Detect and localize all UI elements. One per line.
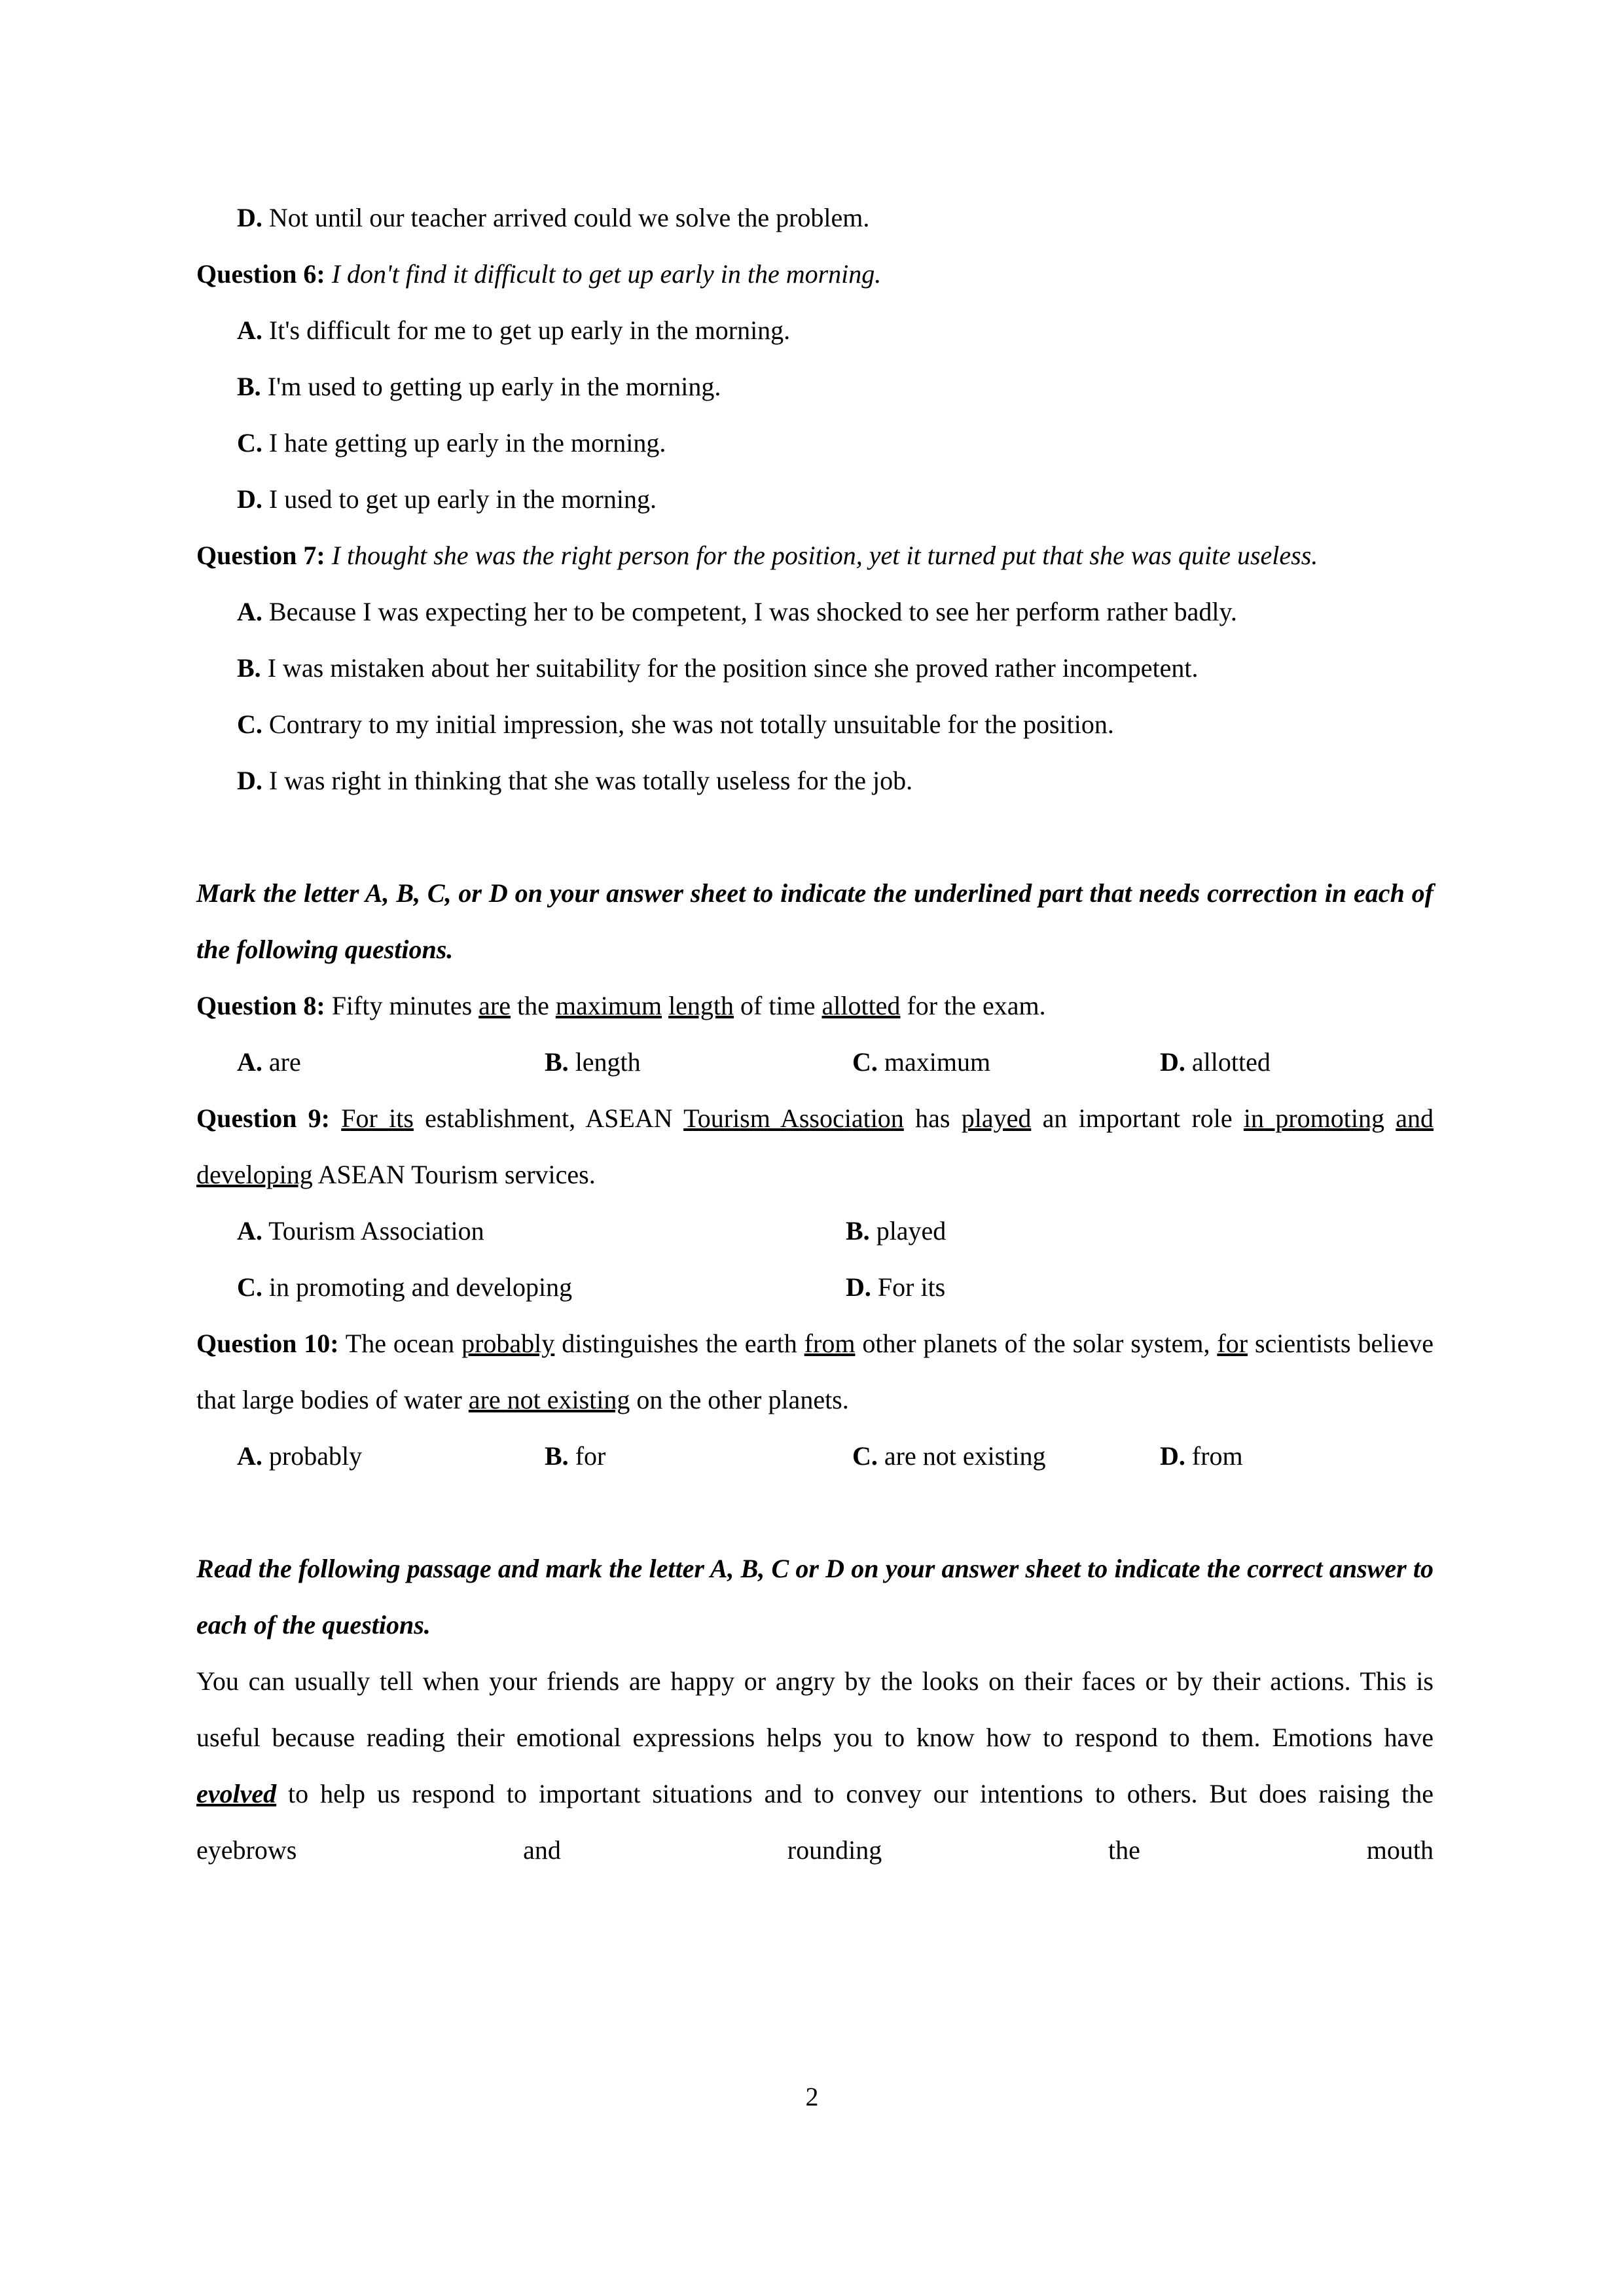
option-letter: D.	[846, 1272, 871, 1302]
question-label: Question 6:	[196, 259, 325, 289]
question-8-options	[196, 1034, 1434, 1090]
option-text: for	[568, 1441, 606, 1471]
option-text: For its	[871, 1272, 946, 1302]
option-a	[237, 1203, 846, 1259]
underlined-span: are	[478, 991, 511, 1020]
plain-span: to help us respond to important situations and to convey our intentions to others. But does raising the eyebrows and rounding the mouth	[196, 1779, 1434, 1865]
option-text: probably	[262, 1441, 363, 1471]
option-line	[196, 696, 1434, 753]
section-spacer	[196, 809, 1434, 865]
option-letter: B.	[545, 1441, 569, 1471]
option-letter: B.	[237, 372, 261, 401]
section-spacer	[196, 1484, 1434, 1541]
option-letter: D.	[237, 203, 262, 232]
option-d	[1160, 1428, 1243, 1484]
option-a	[237, 1034, 545, 1090]
plain-span: establishment, ASEAN	[413, 1103, 684, 1133]
option-letter: A.	[237, 1441, 262, 1471]
option-text: length	[568, 1047, 641, 1077]
question-9-parts	[196, 1103, 1434, 1189]
option-line	[196, 753, 1434, 809]
underlined-span: length	[668, 991, 734, 1020]
plain-span: Fifty minutes	[325, 991, 479, 1020]
option-b	[545, 1428, 852, 1484]
option-text: I used to get up early in the morning.	[262, 484, 657, 514]
option-text: maximum	[877, 1047, 991, 1077]
question-7-stem	[196, 528, 1434, 584]
underlined-span: and developing	[196, 1103, 1434, 1189]
question-8-parts	[325, 991, 1046, 1020]
option-c	[852, 1428, 1160, 1484]
underlined-span: played	[961, 1103, 1032, 1133]
underlined-span: allotted	[821, 991, 901, 1020]
underlined-span: probably	[461, 1329, 555, 1358]
option-letter: C.	[852, 1441, 878, 1471]
option-d	[846, 1259, 945, 1316]
option-letter: D.	[1160, 1047, 1185, 1077]
underlined-span: from	[804, 1329, 856, 1358]
option-line	[196, 584, 1434, 640]
passage-parts	[196, 1666, 1434, 1865]
page-content	[196, 190, 1434, 1878]
question-10-options	[196, 1428, 1434, 1484]
option-letter: C.	[237, 709, 262, 739]
option-c	[237, 1259, 846, 1316]
option-text: are	[262, 1047, 301, 1077]
option-text: from	[1185, 1441, 1243, 1471]
question-6-stem	[196, 246, 1434, 302]
option-text: I'm used to getting up early in the morning.	[261, 372, 721, 401]
option-text: allotted	[1185, 1047, 1271, 1077]
reading-passage	[196, 1653, 1434, 1878]
option-letter: C.	[237, 1272, 262, 1302]
option-letter: D.	[237, 484, 262, 514]
plain-span: ASEAN Tourism services.	[312, 1160, 596, 1189]
plain-span: an important role	[1031, 1103, 1244, 1133]
option-d	[1160, 1034, 1271, 1090]
question-9-options-row-1	[196, 1203, 1434, 1259]
option-line	[196, 471, 1434, 528]
plain-span	[330, 1103, 341, 1133]
question-9-options-row-2	[196, 1259, 1434, 1316]
option-line	[196, 640, 1434, 696]
question-10-parts	[196, 1329, 1434, 1414]
plain-span	[662, 991, 668, 1020]
option-line	[196, 359, 1434, 415]
option-text: I hate getting up early in the morning.	[262, 428, 666, 457]
plain-span: has	[903, 1103, 962, 1133]
option-text: Not until our teacher arrived could we solve the problem.	[262, 203, 870, 232]
question-label: Question 7:	[196, 541, 325, 570]
page-number: 2	[805, 2082, 819, 2111]
question-stem-text: I don't find it difficult to get up early in the morning.	[325, 259, 882, 289]
keyword-evolved: evolved	[196, 1779, 277, 1808]
option-text: It's difficult for me to get up early in the morning.	[262, 315, 791, 345]
option-text: Because I was expecting her to be competent, I was shocked to see her perform rather badly.	[262, 597, 1237, 626]
plain-span: other planets of the solar system,	[855, 1329, 1218, 1358]
underlined-span: Tourism Association	[683, 1103, 904, 1133]
option-text: in promoting and developing	[262, 1272, 573, 1302]
plain-span: scientists believe that large bodies of water	[196, 1329, 1434, 1414]
question-9-stem	[196, 1090, 1434, 1203]
option-letter: C.	[852, 1047, 878, 1077]
option-text: Contrary to my initial impression, she was not totally unsuitable for the position.	[262, 709, 1114, 739]
option-letter: D.	[1160, 1441, 1185, 1471]
plain-span: of time	[734, 991, 822, 1020]
option-c	[852, 1034, 1160, 1090]
plain-span	[1384, 1103, 1396, 1133]
underlined-span: for	[1217, 1329, 1248, 1358]
option-letter: A.	[237, 1216, 262, 1246]
option-letter: B.	[545, 1047, 569, 1077]
option-text: I was right in thinking that she was totally useless for the job.	[262, 766, 913, 795]
instruction-reading-passage: Read the following passage and mark the letter A, B, C or D on your answer sheet to indicate the correct answer to each of the questions.	[196, 1554, 1434, 1640]
question-8-stem	[196, 978, 1434, 1034]
option-letter: A.	[237, 315, 262, 345]
option-text: played	[869, 1216, 947, 1246]
option-text: Tourism Association	[262, 1216, 484, 1246]
option-line	[196, 302, 1434, 359]
option-letter: A.	[237, 597, 262, 626]
underlined-span: For its	[341, 1103, 414, 1133]
plain-span: The ocean	[338, 1329, 462, 1358]
option-a	[237, 1428, 545, 1484]
question-stem-text: I thought she was the right person for the position, yet it turned put that she was quite useless.	[325, 541, 1318, 570]
plain-span: distinguishes the earth	[554, 1329, 804, 1358]
plain-span: the	[510, 991, 556, 1020]
option-letter: B.	[846, 1216, 870, 1246]
option-letter: A.	[237, 1047, 262, 1077]
option-letter: B.	[237, 653, 261, 683]
underlined-span: maximum	[555, 991, 662, 1020]
question-label: Question 8:	[196, 991, 325, 1020]
plain-span: You can usually tell when your friends are happy or angry by the looks on their faces or by their actions. This is useful because reading their emotional expressions helps you to know how to respond to them. Emotions have	[196, 1666, 1434, 1752]
option-line	[196, 415, 1434, 471]
option-b	[545, 1034, 852, 1090]
plain-span: for the exam.	[900, 991, 1046, 1020]
question-label: Question 10:	[196, 1329, 339, 1358]
plain-span: on the other planets.	[630, 1385, 849, 1414]
option-text: are not existing	[877, 1441, 1046, 1471]
option-b	[846, 1203, 946, 1259]
question-10-stem	[196, 1316, 1434, 1428]
option-line	[196, 190, 1434, 246]
option-text: I was mistaken about her suitability for the position since she proved rather incompetent.	[261, 653, 1199, 683]
underlined-span: in promoting	[1243, 1103, 1384, 1133]
underlined-span: are not existing	[468, 1385, 630, 1414]
option-letter: D.	[237, 766, 262, 795]
question-label: Question 9:	[196, 1103, 330, 1133]
option-letter: C.	[237, 428, 262, 457]
instruction-underlined-correction: Mark the letter A, B, C, or D on your answer sheet to indicate the underlined part that needs correction in each of the following questions.	[196, 878, 1434, 964]
